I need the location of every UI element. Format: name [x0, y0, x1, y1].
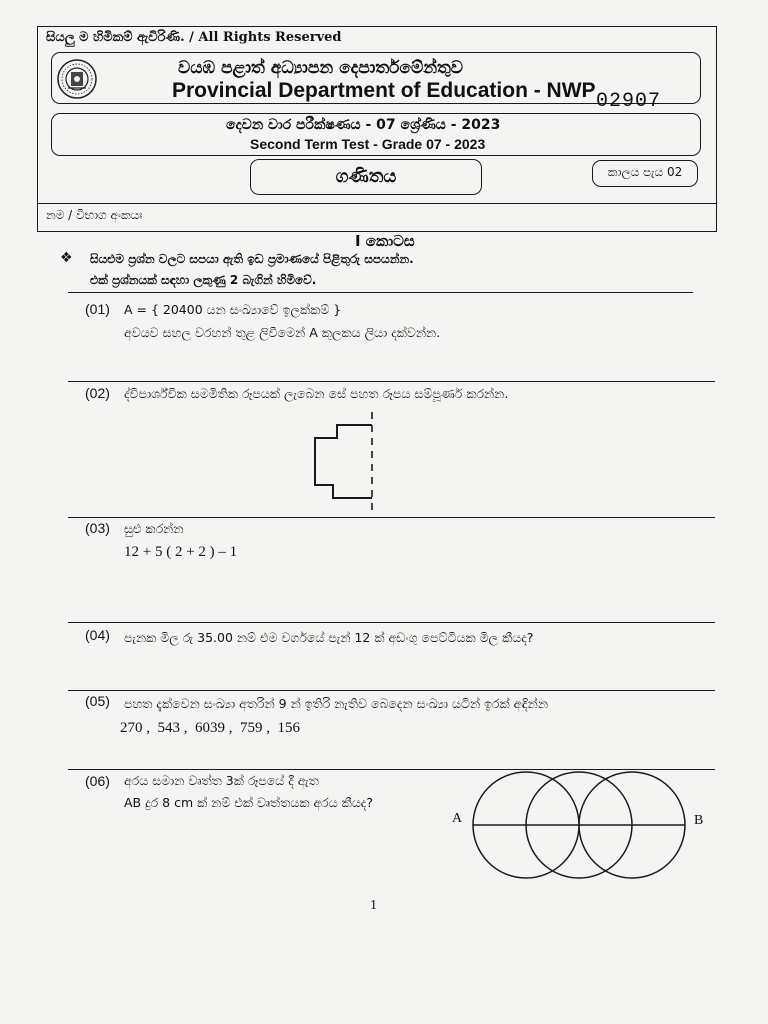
name-label: නම / විභාග අංකයඃ	[46, 208, 143, 222]
bullet-icon: ❖	[60, 250, 73, 266]
question-3-divider	[68, 622, 715, 623]
subject-box	[250, 159, 482, 195]
question-5-numbers: 270 , 543 , 6039 , 759 , 156	[120, 720, 300, 736]
three-circles-figure	[466, 770, 696, 880]
question-2-number: (02)	[85, 385, 110, 401]
question-5-line-1: පහත දැක්වෙන සංඛ්‍යා අතරින් 9 න් ඉතිරි නැතිව බෙදෙන සංඛ්‍යා යටින් ඉරක් අඳින්න	[124, 696, 548, 711]
exam-title-si: දෙවන වාර පරීක්ෂණය - 07 ශ්‍රේණිය - 2023	[226, 117, 501, 133]
subject-title: ගණිතය	[335, 166, 397, 187]
name-divider	[37, 203, 717, 204]
department-title-si: වයඹ පළාත් අධ්‍යාපන දෙපාර්තමේන්තුව	[178, 58, 464, 78]
point-a-label: A	[452, 811, 463, 826]
duration-box	[592, 160, 698, 187]
question-4-number: (04)	[85, 627, 110, 643]
question-5-number: (05)	[85, 693, 110, 709]
rights-line: සියලු ම හිමිකම් ඇවිරිණි. / All Rights Reserved	[46, 30, 342, 45]
question-6-number: (06)	[85, 773, 110, 789]
question-1-number: (01)	[85, 301, 110, 317]
duration-text: කාලය පැය 02	[607, 165, 683, 179]
question-2-divider	[68, 517, 715, 518]
question-3-line-1: සුළු කරන්න	[124, 521, 184, 536]
exam-title-en: Second Term Test - Grade 07 - 2023	[250, 136, 486, 152]
question-2-line-1: ද්විපාර්ශ්වික සමමිතික රූපයක් ලැබෙන සේ පහත රූපය සම්පූර්ණ කරන්න.	[124, 386, 509, 401]
question-1-divider	[68, 381, 715, 382]
question-4-line-1: පැනක මිල රු 35.00 නම් එම වර්ගයේ පැන් 12 ක් අඩංගු පෙට්ටියක මිල කීයද?	[124, 630, 534, 645]
question-3-expression: 12 + 5 ( 2 + 2 ) – 1	[124, 544, 238, 560]
half-shape	[315, 425, 372, 498]
paper-number: 02907	[596, 90, 662, 113]
department-seal-icon	[56, 58, 98, 100]
instruction-1: සියළුම ප්‍රශ්න වලට සපයා ඇති ඉඩ ප්‍රමාණයේ පිළිතුරු සපයන්න.	[90, 252, 414, 266]
section-title: I කොටස	[355, 232, 415, 250]
question-6-line-1: අරය සමාන වෘත්ත 3ක් රූපයේ දී ඇත	[124, 773, 319, 788]
instruction-2: එක් ප්‍රශ්නයක් සඳහා ලකුණු 2 බැගින් හිමිවේ.	[90, 273, 317, 287]
question-4-divider	[68, 690, 715, 691]
question-6-line-2: AB දුර 8 cm ක් නම් එක් වෘත්තයක අරය කීයද?	[124, 795, 373, 810]
symmetry-figure	[305, 410, 385, 520]
question-3-number: (03)	[85, 520, 110, 536]
page-number: 1	[370, 898, 377, 913]
point-b-label: B	[694, 813, 704, 828]
department-title-en: Provincial Department of Education - NWP	[172, 79, 596, 102]
question-1-line-2: අවයව සහල වරහන් තුළ ලිවීමෙන් A කුලකය ලියා දක්වන්න.	[124, 325, 441, 340]
section-divider	[68, 292, 693, 293]
question-1-line-1: A = { 20400 යන සංඛ්‍යාවේ ඉලක්කම් }	[124, 302, 342, 317]
